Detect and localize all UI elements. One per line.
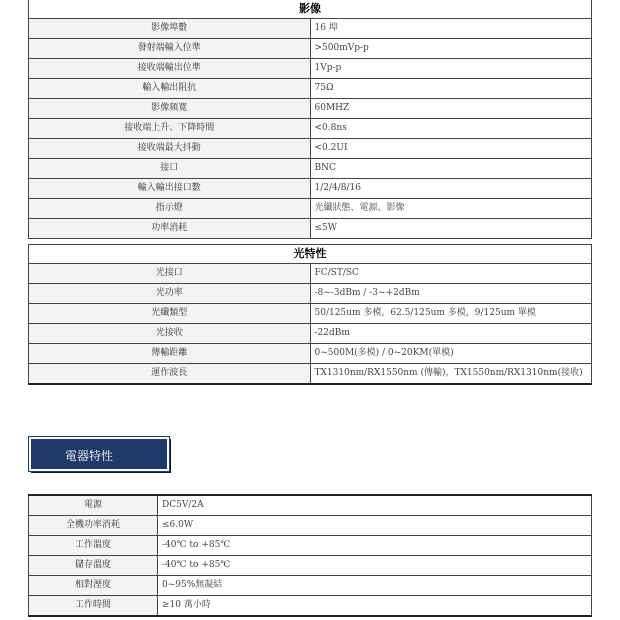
table-row (29, 79, 592, 99)
spec-value: 1/2/4/8/16 (310, 179, 592, 199)
spec-label: 全機功率消耗 (29, 516, 158, 536)
electrical-spec-table (28, 494, 592, 617)
table-row (29, 364, 592, 385)
optical-spec-table (28, 244, 592, 385)
spec-label: 光接收 (29, 324, 311, 344)
section-title-optical: 光特性 (29, 245, 592, 264)
table-row (29, 596, 592, 617)
table-row (29, 264, 592, 284)
spec-label: 傳輸距離 (29, 344, 311, 364)
spec-label: 影像埠數 (29, 19, 311, 39)
table-row (29, 159, 592, 179)
spec-value: BNC (310, 159, 592, 179)
spec-value: 光纖狀態、電源、影像 (310, 199, 592, 219)
spec-value: 50/125um 多模，62.5/125um 多模，9/125um 單模 (310, 304, 592, 324)
spec-label: 工作時間 (29, 596, 158, 617)
spec-label: 接口 (29, 159, 311, 179)
imaging-spec-table (28, 0, 592, 239)
spec-label: 電源 (29, 495, 158, 516)
spec-label: 輸入輸出接口數 (29, 179, 311, 199)
spec-value: 16 埠 (310, 19, 592, 39)
table-row (29, 139, 592, 159)
spec-value: 75Ω (310, 79, 592, 99)
spec-label: 運作波長 (29, 364, 311, 385)
spec-value: -8~-3dBm / -3~+2dBm (310, 284, 592, 304)
spec-value: TX1310nm/RX1550nm (傳輸)，TX1550nm/RX1310nm(接收) (310, 364, 592, 385)
table-row (29, 495, 592, 516)
table-row (29, 199, 592, 219)
spec-value: FC/ST/SC (310, 264, 592, 284)
spec-label: 光纖類型 (29, 304, 311, 324)
spec-value: >500mVp-p (310, 39, 592, 59)
spec-value: -40℃ to +85℃ (158, 536, 592, 556)
section-title-imaging: 影像 (29, 0, 592, 19)
spec-label: 儲存溫度 (29, 556, 158, 576)
spec-label: 工作溫度 (29, 536, 158, 556)
spec-value: DC5V/2A (158, 495, 592, 516)
table-row (29, 324, 592, 344)
spec-value: 0~95%無凝結 (158, 576, 592, 596)
spec-label: 光功率 (29, 284, 311, 304)
table-row (29, 219, 592, 239)
table-row (29, 516, 592, 536)
table-row (29, 119, 592, 139)
spec-value: 0~500M(多模) / 0~20KM(單模) (310, 344, 592, 364)
spec-label: 接收端最大抖動 (29, 139, 311, 159)
spec-label: 光接口 (29, 264, 311, 284)
spec-value: <0.8ns (310, 119, 592, 139)
spec-value: 60MHZ (310, 99, 592, 119)
spec-label: 指示燈 (29, 199, 311, 219)
spec-label: 接收端上升、下降時間 (29, 119, 311, 139)
table-row (29, 304, 592, 324)
spec-label: 功率消耗 (29, 219, 311, 239)
table-row (29, 576, 592, 596)
spec-value: ≥10 萬小時 (158, 596, 592, 617)
table-row (29, 284, 592, 304)
spec-label: 相對溼度 (29, 576, 158, 596)
spec-label: 接收端輸出位準 (29, 59, 311, 79)
table-row (29, 99, 592, 119)
spec-label: 發射端輸入位準 (29, 39, 311, 59)
spec-value: <0.2UI (310, 139, 592, 159)
spec-value: ≤5W (310, 219, 592, 239)
spec-value: -40℃ to +85℃ (158, 556, 592, 576)
section-banner-electrical: 電器特性 (29, 437, 169, 471)
table-row (29, 536, 592, 556)
table-row (29, 59, 592, 79)
table-row (29, 556, 592, 576)
table-row (29, 179, 592, 199)
spec-value: -22dBm (310, 324, 592, 344)
spec-label: 影像頻寬 (29, 99, 311, 119)
table-row (29, 344, 592, 364)
spec-label: 輸入輸出阻抗 (29, 79, 311, 99)
spec-value: ≤6.0W (158, 516, 592, 536)
spec-value: 1Vp-p (310, 59, 592, 79)
table-row (29, 39, 592, 59)
table-row (29, 19, 592, 39)
